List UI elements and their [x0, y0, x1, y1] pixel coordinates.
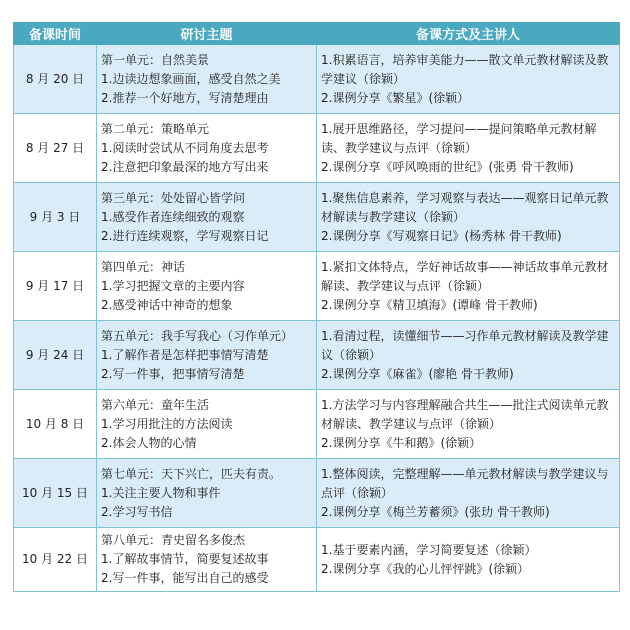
date-cell: 10 月 8 日 [14, 390, 97, 459]
topic-goal: 2.写一件事，把事情写清楚 [101, 366, 245, 381]
topic-goal: 2.推荐一个好地方，写清楚理由 [101, 90, 269, 105]
date-cell: 8 月 20 日 [14, 45, 97, 114]
topic-cell [97, 528, 317, 592]
topic-unit: 第七单元：天下兴亡，匹夫有责。 [101, 466, 282, 481]
date-cell: 8 月 27 日 [14, 114, 97, 183]
method-interpretation: 1.方法学习与内容理解融合共生——批注式阅读单元教材解读、教学建议与点评（徐颖） [321, 397, 609, 431]
topic-unit: 第二单元：策略单元 [101, 121, 210, 136]
topic-goal: 2.注意把印象最深的地方写出来 [101, 159, 269, 174]
method-cell [317, 459, 620, 528]
topic-unit: 第六单元：童年生活 [101, 397, 210, 412]
method-interpretation: 1.积累语言，培养审美能力——散文单元教材解读及教学建议（徐颖） [321, 52, 609, 86]
header-prep-time: 备课时间 [14, 23, 97, 45]
topic-goal: 2.感受神话中神奇的想象 [101, 297, 233, 312]
method-lesson-case: 2.课例分享《繁星》(徐颖） [321, 90, 470, 105]
topic-goal: 2.进行连续观察，学写观察日记 [101, 228, 269, 243]
method-cell [317, 114, 620, 183]
method-cell [317, 183, 620, 252]
topic-goal: 1.阅读时尝试从不同角度去思考 [101, 140, 269, 155]
topic-goal: 2.学习写书信 [101, 504, 173, 519]
date-cell: 9 月 24 日 [14, 321, 97, 390]
date-cell: 9 月 17 日 [14, 252, 97, 321]
topic-cell [97, 114, 317, 183]
topic-cell [97, 252, 317, 321]
method-interpretation: 1.展开思维路径，学习提问——提问策略单元教材解读、教学建议与点评（徐颖） [321, 121, 597, 155]
table-row [14, 459, 620, 528]
header-method-speaker: 备课方式及主讲人 [317, 23, 620, 45]
topic-goal: 1.边读边想象画面，感受自然之美 [101, 71, 281, 86]
method-cell [317, 321, 620, 390]
method-lesson-case: 2.课例分享《麻雀》(廖艳 骨干教师) [321, 366, 514, 381]
method-lesson-case: 2.课例分享《牛和鹅》(徐颖） [321, 435, 482, 450]
method-lesson-case: 2.课例分享《精卫填海》(谭峰 骨干教师) [321, 297, 538, 312]
lesson-prep-schedule-table [13, 22, 620, 592]
topic-goal: 1.了解作者是怎样把事情写清楚 [101, 347, 269, 362]
method-cell [317, 252, 620, 321]
table-row [14, 252, 620, 321]
topic-goal: 1.学习把握文章的主要内容 [101, 278, 245, 293]
method-interpretation: 1.聚焦信息素养，学习观察与表达——观察日记单元教材解读与教学建议（徐颖） [321, 190, 609, 224]
method-interpretation: 1.紧扣文体特点，学好神话故事——神话故事单元教材解读、教学建议与点评（徐颖） [321, 259, 609, 293]
table-row [14, 528, 620, 592]
topic-unit: 第五单元：我手写我心（习作单元） [101, 328, 294, 343]
topic-cell [97, 459, 317, 528]
topic-cell [97, 45, 317, 114]
date-cell: 9 月 3 日 [14, 183, 97, 252]
table-row [14, 114, 620, 183]
topic-goal: 2.写一件事，能写出自己的感受 [101, 571, 269, 585]
method-cell [317, 528, 620, 592]
topic-unit: 第三单元：处处留心皆学问 [101, 190, 246, 205]
method-cell [317, 45, 620, 114]
table-row [14, 390, 620, 459]
method-interpretation: 1.看清过程，读懂细节——习作单元教材解读及教学建议（徐颖） [321, 328, 609, 362]
method-interpretation: 1.基于要素内涵，学习简要复述（徐颖） [321, 542, 537, 557]
date-cell: 10 月 15 日 [14, 459, 97, 528]
method-lesson-case: 2.课例分享《呼风唤雨的世纪》(张勇 骨干教师) [321, 159, 574, 174]
table-row [14, 183, 620, 252]
table-row [14, 45, 620, 114]
topic-cell [97, 390, 317, 459]
header-topic: 研讨主题 [97, 23, 317, 45]
topic-goal: 1.了解故事情节，简要复述故事 [101, 552, 269, 566]
topic-unit: 第一单元：自然美景 [101, 52, 210, 67]
table-header-row [14, 23, 620, 45]
table-row [14, 321, 620, 390]
topic-unit: 第四单元：神话 [101, 259, 186, 274]
topic-goal: 1.关注主要人物和事件 [101, 485, 221, 500]
topic-cell [97, 321, 317, 390]
topic-goal: 2.体会人物的心情 [101, 435, 197, 450]
method-interpretation: 1.整体阅读，完整理解——单元教材解读与教学建议与点评（徐颖） [321, 466, 609, 500]
topic-goal: 1.感受作者连续细致的观察 [101, 209, 245, 224]
topic-unit: 第八单元：青史留名多俊杰 [101, 533, 246, 547]
method-lesson-case: 2.课例分享《梅兰芳蓄须》(张玏 骨干教师) [321, 504, 550, 519]
method-lesson-case: 2.课例分享《我的心儿怦怦跳》(徐颖） [321, 561, 530, 576]
method-cell [317, 390, 620, 459]
date-cell: 10 月 22 日 [14, 528, 97, 592]
method-lesson-case: 2.课例分享《写观察日记》(杨秀林 骨干教师) [321, 228, 562, 243]
topic-cell [97, 183, 317, 252]
topic-goal: 1.学习用批注的方法阅读 [101, 416, 233, 431]
